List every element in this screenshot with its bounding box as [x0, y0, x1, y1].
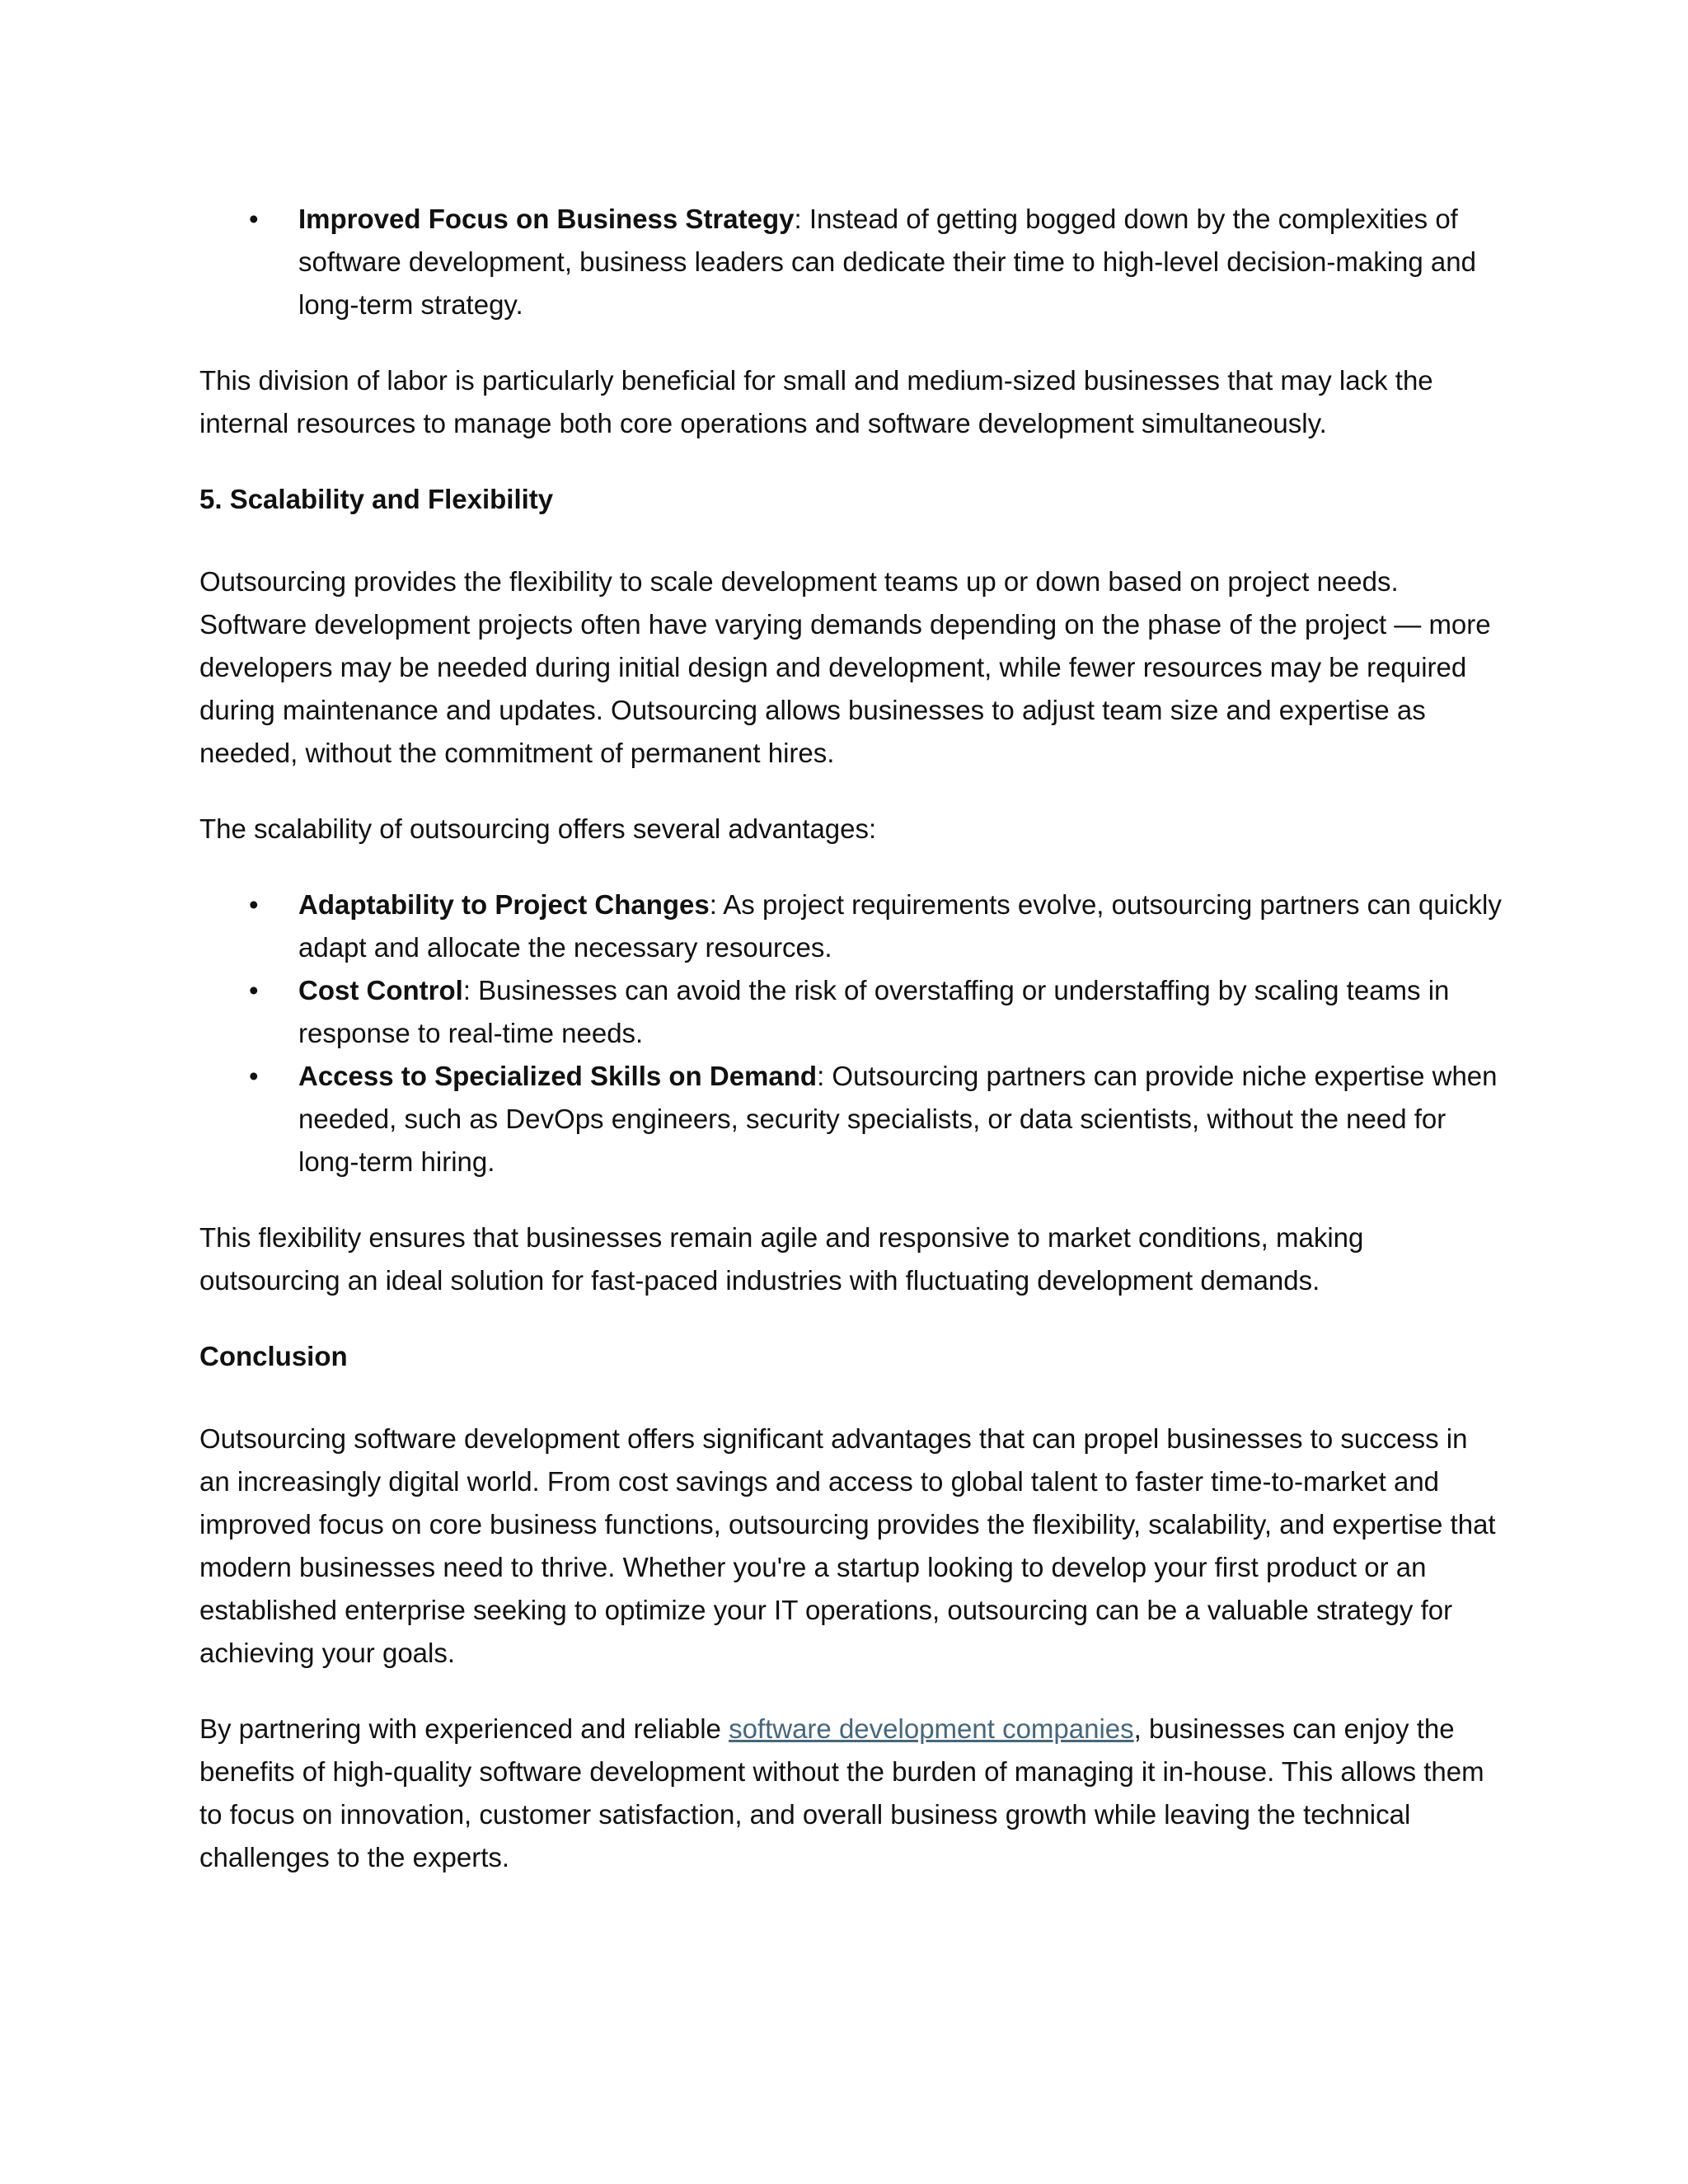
bullet-text: : As project requirements evolve, outsourcing partners can quickly adapt and allocate the necessary resources. — [298, 889, 1502, 963]
bullet-text: : Outsourcing partners can provide niche expertise when needed, such as DevOps engineers, security specialists, or data scientists, without the need for long-term hiring. — [298, 1061, 1498, 1177]
bullet-icon: • — [249, 975, 259, 1005]
bullet-icon: • — [249, 1061, 259, 1091]
software-development-companies-link[interactable]: software development companies — [729, 1713, 1134, 1744]
section-heading-conclusion: Conclusion — [199, 1341, 348, 1371]
paragraph-advantages-intro: The scalability of outsourcing offers several advantages: — [199, 813, 877, 844]
paragraph-flexibility: This flexibility ensures that businesses remain agile and responsive to market conditions, making outsourcing an ideal solution for fast-paced industries with fluctuating development demands. — [199, 1222, 1364, 1296]
bullet-text: : Businesses can avoid the risk of overstaffing or understaffing by scaling teams in response to real-time needs. — [298, 975, 1450, 1048]
bullet-icon: • — [249, 204, 259, 234]
advantages-bullet-list — [199, 883, 1502, 1183]
bullet-text: : Instead of getting bogged down by the complexities of software development, business leaders can dedicate their time to high-level decision-making and long-term strategy. — [298, 204, 1476, 320]
bullet-title: Cost Control — [298, 975, 463, 1005]
paragraph-conclusion: Outsourcing software development offers significant advantages that can propel businesses to success in an increasingly digital world. From cost savings and access to global talent to faster time-to-market and improved focus on core business functions, outsourcing provides the flexibility, scalability, and expertise that modern businesses need to thrive. Whether you're a startup looking to develop your first product or an established enterprise seeking to optimize your IT operations, outsourcing can be a valuable strategy for achieving your goals. — [199, 1423, 1496, 1668]
bullet-title: Improved Focus on Business Strategy — [298, 204, 795, 234]
paragraph-scalability: Outsourcing provides the flexibility to scale development teams up or down based on project needs. Software development projects often have varying demands depending on the phase of the project — more developers may be needed during initial design and development, while fewer resources may be required during maintenance and updates. Outsourcing allows businesses to adjust team size and expertise as needed, without the commitment of permanent hires. — [199, 566, 1491, 768]
section-heading-scalability: 5. Scalability and Flexibility — [199, 484, 554, 514]
focus-bullet-list — [199, 198, 1502, 326]
bullet-title: Adaptability to Project Changes — [298, 889, 710, 920]
partnering-text-after: , businesses can enjoy the benefits of high-quality software development without the burden of managing it in-house. This allows them to focus on innovation, customer satisfaction, and overall business growth while leaving the technical challenges to the experts. — [199, 1713, 1484, 1872]
paragraph-division: This division of labor is particularly beneficial for small and medium-sized businesses that may lack the internal resources to manage both core operations and software development simultaneously. — [199, 365, 1433, 438]
list-item — [199, 969, 1502, 1055]
list-item — [199, 1055, 1502, 1183]
bullet-title: Access to Specialized Skills on Demand — [298, 1061, 818, 1091]
list-item — [199, 883, 1502, 969]
partnering-text-before: By partnering with experienced and reliable — [199, 1713, 729, 1744]
paragraph-partnering — [199, 1708, 1502, 1879]
document-page — [199, 198, 1502, 1912]
bullet-icon: • — [249, 889, 259, 920]
list-item — [199, 198, 1502, 326]
